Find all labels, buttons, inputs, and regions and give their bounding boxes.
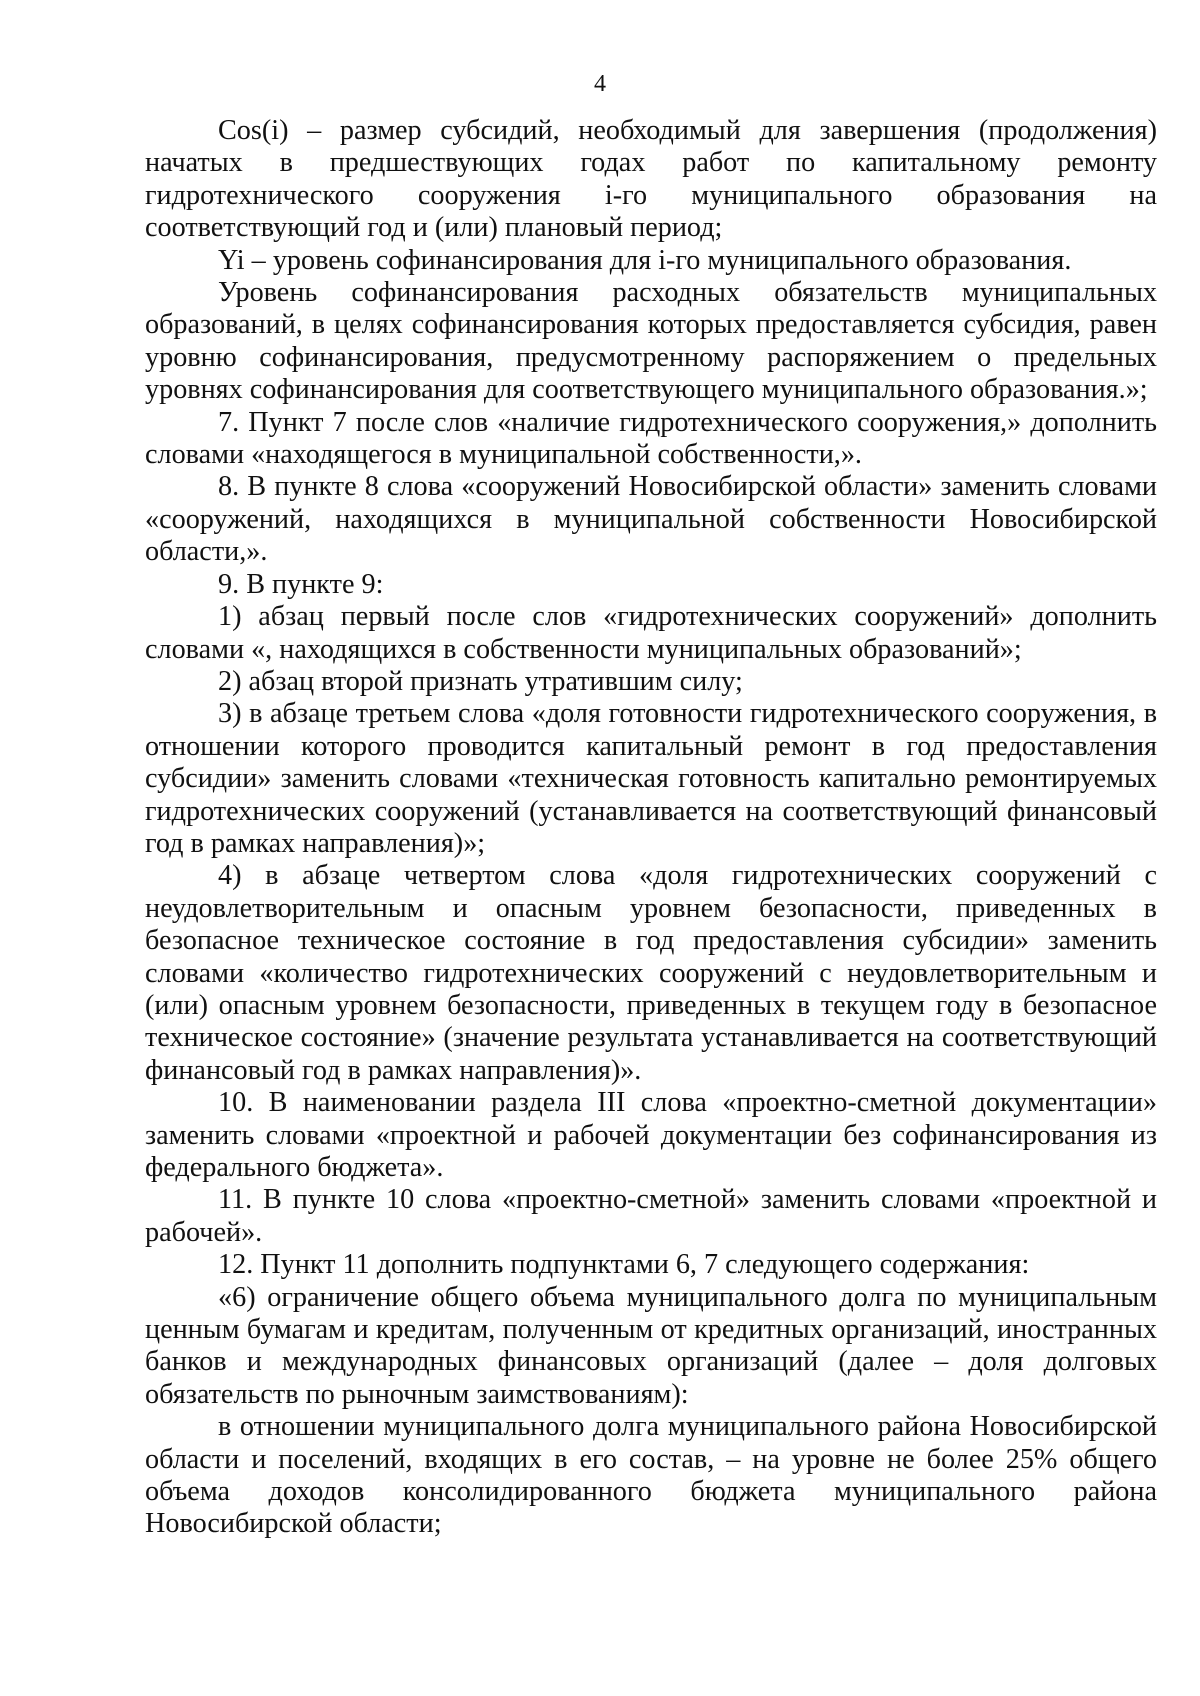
document-body <box>145 115 1157 1541</box>
paragraph-yi-definition: Yi – уровень софинансирования для i-го муниципального образования. <box>218 244 1072 276</box>
paragraph-item-7: 7. Пункт 7 после слов «наличие гидротехнического сооружения,» дополнить словами «находящегося в муниципальной собственности,». <box>145 406 1157 471</box>
paragraph-municipal-debt: в отношении муниципального долга муниципального района Новосибирской области и поселений, входящих в его состав, – на уровне не более 25% общего объема доходов консолидированного бюджета муниципального района Новосибирской области; <box>145 1411 1157 1540</box>
paragraph-item-10: 10. В наименовании раздела III слова «проектно-сметной документации» заменить словами «проектной и рабочей документации без софинансирования из федерального бюджета». <box>145 1087 1157 1183</box>
paragraph-item-9-sub-3: 3) в абзаце третьем слова «доля готовности гидротехнического сооружения, в отношении которого проводится капитальный ремонт в год предоставления субсидии» заменить словами «техническая готовность капитально ремонтируемых гидротехнических сооружений (устанавливается на соответствующий финансовый год в рамках направления)»; <box>145 698 1157 859</box>
paragraph-item-9: 9. В пункте 9: <box>218 568 384 600</box>
paragraph-item-12: 12. Пункт 11 дополнить подпунктами 6, 7 следующего содержания: <box>218 1249 1030 1281</box>
paragraph-item-8: 8. В пункте 8 слова «сооружений Новосибирской области» заменить словами «сооружений, находящихся в муниципальной собственности Новосибирской области,». <box>145 471 1157 568</box>
paragraph-item-11: 11. В пункте 10 слова «проектно-сметной» заменить словами «проектной и рабочей». <box>145 1184 1157 1248</box>
paragraph-cofinancing-level: Уровень софинансирования расходных обязательств муниципальных образований, в целях софинансирования которых предоставляется субсидия, равен уровню софинансирования, предусмотренному распоряжением о предельных уровнях софинансирования для соответствующего муниципального образования.»; <box>145 277 1157 406</box>
paragraph-item-9-sub-2: 2) абзац второй признать утратившим силу; <box>218 665 743 697</box>
paragraph-item-9-sub-4: 4) в абзаце четвертом слова «доля гидротехнических сооружений с неудовлетворительным и опасным уровнем безопасности, приведенных в безопасное техническое состояние в год предоставления субсидии» заменить словами «количество гидротехнических сооружений с неудовлетворительным и (или) опасным уровнем безопасности, приведенных в текущем году в безопасное техническое состояние» (значение результата устанавливается на соответствующий финансовый год в рамках направления)». <box>145 860 1157 1086</box>
paragraph-item-12-sub-6: «6) ограничение общего объема муниципального долга по муниципальным ценным бумагам и кредитам, полученным от кредитных организаций, иностранных банков и международных финансовых организаций (далее – доля долговых обязательств по рыночным заимствованиям): <box>145 1281 1157 1410</box>
page-number: 4 <box>594 71 606 97</box>
paragraph-item-9-sub-1: 1) абзац первый после слов «гидротехнических сооружений» дополнить словами «, находящихся в собственности муниципальных образований»; <box>145 601 1157 665</box>
paragraph-cos-definition: Cos(i) – размер субсидий, необходимый для завершения (продолжения) начатых в предшествующих годах работ по капитальному ремонту гидротехнического сооружения i-го муниципального образования на соответствующий год и (или) плановый период; <box>145 115 1157 244</box>
